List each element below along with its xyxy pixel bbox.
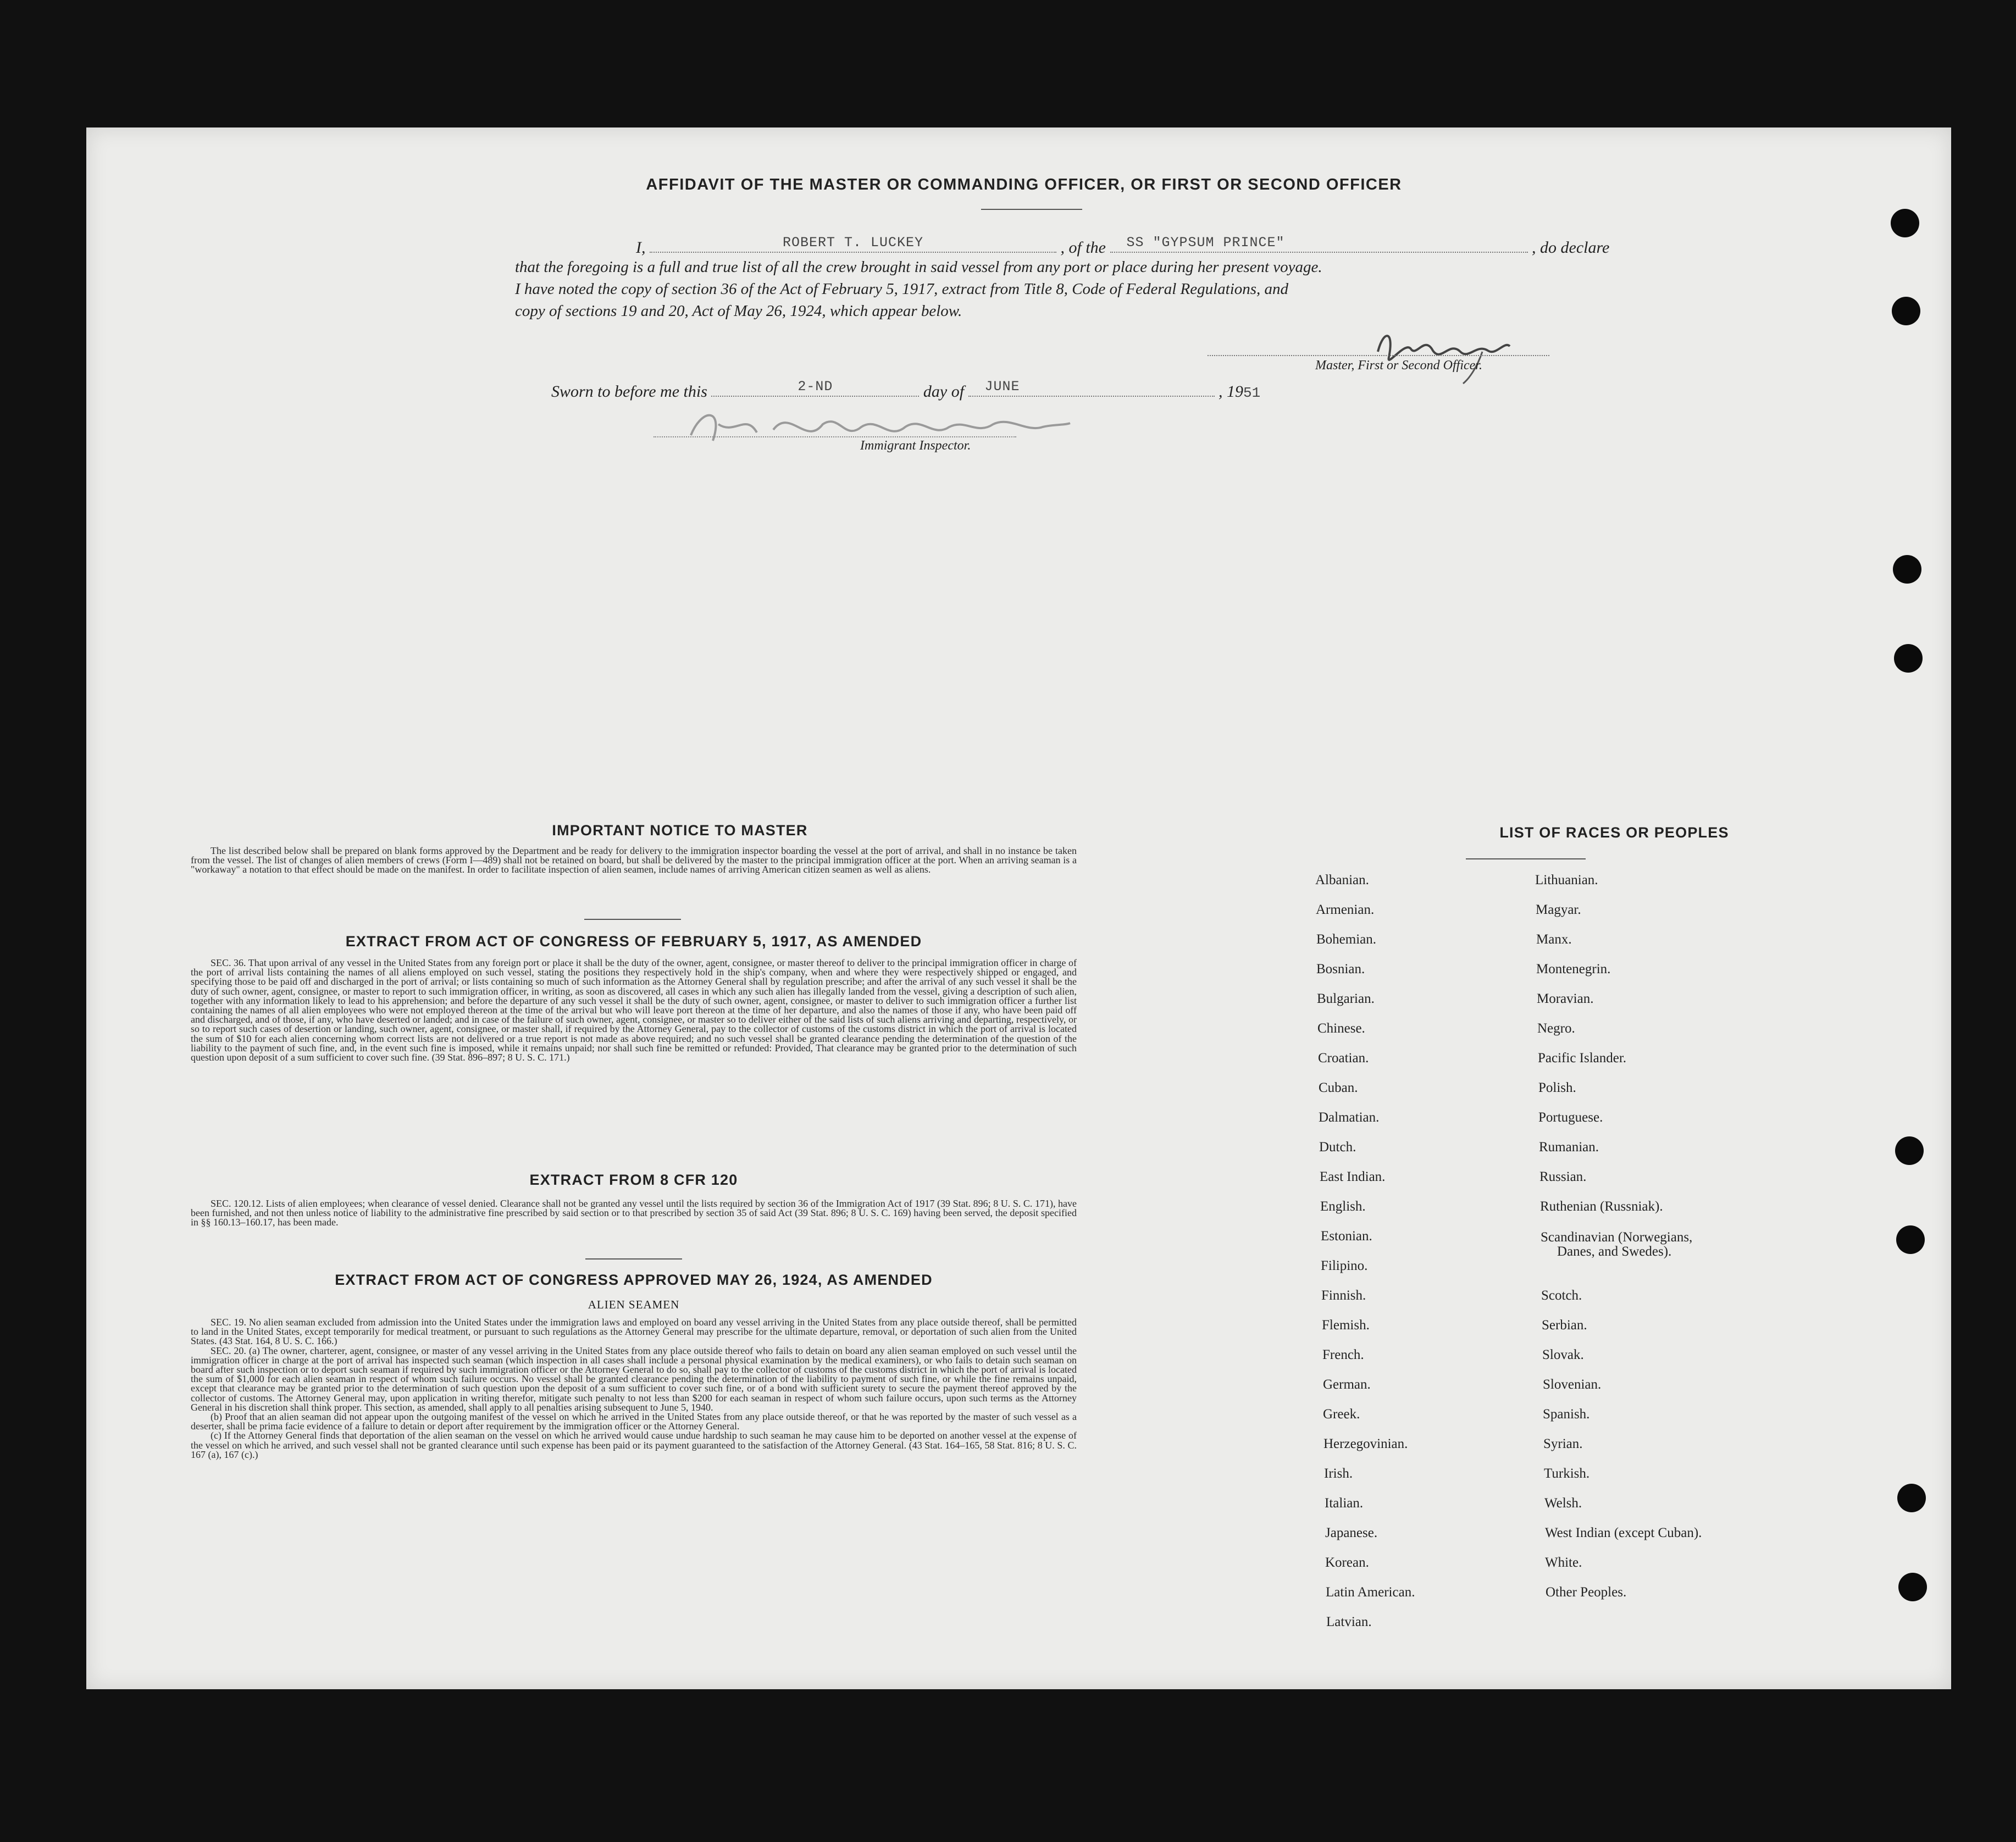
- race-item: Rumanian.: [1539, 1140, 1599, 1155]
- divider-2: [585, 1258, 682, 1260]
- of-the-text: , of the: [1060, 238, 1106, 257]
- race-item: Polish.: [1538, 1080, 1576, 1095]
- year-prefix: , 19: [1219, 382, 1244, 401]
- race-item: Italian.: [1325, 1496, 1364, 1511]
- declaration-line-2: that the foregoing is a full and true list of all the crew brought in said vessel from any port or place during her present voyage.: [515, 258, 1322, 276]
- race-item: Bohemian.: [1316, 932, 1377, 947]
- race-item: Irish.: [1324, 1466, 1353, 1481]
- notice-paragraph: The list described below shall be prepared on blank forms approved by the Department and be ready for delivery to the immigration inspector boarding the vessel at the port of arrival, and shall in no instance be taken from the vessel. The list of changes of alien members of crews (Form I—489) shall not be retained on board, but shall be delivered by the master to the principal immigration officer at the port. When an arriving seaman is a "workaway" a notation to that effect should be made on the manifest. In order to facilitate inspection of alien seamen, include names of arriving American citizen seamen as well as aliens.: [191, 845, 1077, 875]
- race-item: Scotch.: [1541, 1288, 1582, 1303]
- sworn-day: 2-ND: [797, 379, 833, 395]
- intro-text: I,: [636, 238, 646, 257]
- master-signature-line: [1208, 355, 1549, 356]
- race-item: Danes, and Swedes).: [1557, 1244, 1672, 1259]
- notice-title: IMPORTANT NOTICE TO MASTER: [552, 822, 808, 839]
- title-divider: [981, 209, 1082, 210]
- race-item: Armenian.: [1316, 902, 1375, 917]
- race-item: East Indian.: [1320, 1169, 1386, 1184]
- race-item: Portuguese.: [1538, 1110, 1603, 1125]
- race-item: Korean.: [1325, 1555, 1369, 1570]
- extract-1917-body: [191, 958, 1077, 1062]
- race-item: Chinese.: [1317, 1021, 1365, 1036]
- race-item: German.: [1323, 1377, 1371, 1392]
- binder-hole-icon: [1896, 1225, 1925, 1254]
- vessel-name-field: [1110, 235, 1528, 253]
- race-item: Turkish.: [1544, 1466, 1590, 1481]
- race-item: Serbian.: [1542, 1318, 1587, 1333]
- master-name: ROBERT T. LUCKEY: [782, 235, 924, 251]
- vessel-name: SS "GYPSUM PRINCE": [1126, 235, 1285, 251]
- inspector-signature-line: [653, 436, 1016, 437]
- binder-hole-icon: [1897, 1484, 1926, 1512]
- sec-120-12-paragraph: SEC. 120.12. Lists of alien employees; when clearance of vessel denied. Clearance shall not be granted any vessel until the lists required by section 36 of the Immigration Act of 1917 (39 Stat. 896; 8 U. S. C. 171), have been furnished, and not then unless notice of liability to the administrative fine prescribed by said section or to that prescribed by section 35 of said Act (39 Stat. 896; 8 U. S. C. 169) having been served, the deposit specified in §§ 160.13–160.17, has been made.: [191, 1198, 1077, 1228]
- race-item: Lithuanian.: [1535, 873, 1598, 887]
- declaration-line-4: copy of sections 19 and 20, Act of May 26, 1924, which appear below.: [515, 302, 962, 320]
- inspector-caption: Immigrant Inspector.: [860, 439, 971, 453]
- binder-hole-icon: [1893, 555, 1921, 584]
- binder-hole-icon: [1894, 644, 1923, 673]
- race-item: Scandinavian (Norwegians,: [1541, 1230, 1693, 1245]
- race-item: Bosnian.: [1316, 962, 1365, 977]
- document-sheet: [86, 127, 1951, 1689]
- sec-20b-paragraph: (b) Proof that an alien seaman did not appear upon the outgoing manifest of the vessel on which he arrived in the United States from any place outside thereof, or that he was reported by the master of such vessel as a deserter, shall be prima facie evidence of a failure to detain or deport after requirement by the immigration officer or the Attorney General.: [191, 1411, 1077, 1432]
- race-item: Albanian.: [1315, 873, 1369, 887]
- day-of-text: day of: [923, 382, 965, 401]
- race-item: French.: [1322, 1347, 1364, 1362]
- race-item: Dalmatian.: [1319, 1110, 1380, 1125]
- race-item: Bulgarian.: [1317, 991, 1375, 1006]
- race-item: Flemish.: [1322, 1318, 1370, 1333]
- race-item: Dutch.: [1319, 1140, 1356, 1155]
- race-item: Moravian.: [1537, 991, 1594, 1006]
- binder-hole-icon: [1891, 209, 1919, 237]
- race-item: Greek.: [1323, 1407, 1360, 1422]
- sec-19-paragraph: SEC. 19. No alien seaman excluded from admission into the United States under the immigration laws and employed on board any vessel arriving in the United States from any place outside thereof, shall be permitted to land in the United States, except temporarily for medical treatment, or pursuant to such regulations as the Attorney General may prescribe for the ultimate departure, removal, or deportation of such alien from the United States. (43 Stat. 164, 8 U. S. C. 166.): [191, 1317, 1077, 1347]
- binder-hole-icon: [1898, 1573, 1927, 1601]
- race-item: Welsh.: [1544, 1496, 1582, 1511]
- declaration-line-3: I have noted the copy of section 36 of the Act of February 5, 1917, extract from Title 8, Code of Federal Regulations, and: [515, 280, 1289, 298]
- sworn-prefix: Sworn to before me this: [551, 382, 707, 401]
- extract-1924-body: [191, 1318, 1077, 1460]
- sworn-month-field: [968, 379, 1215, 397]
- race-item: Pacific Islander.: [1538, 1051, 1627, 1066]
- sworn-month: JUNE: [984, 379, 1020, 395]
- race-item: Latvian.: [1326, 1614, 1372, 1629]
- races-title: LIST OF RACES OR PEOPLES: [1499, 824, 1729, 841]
- race-item: Other Peoples.: [1546, 1585, 1627, 1600]
- sworn-year: 51: [1243, 385, 1261, 401]
- race-item: White.: [1545, 1555, 1582, 1570]
- race-item: Slovak.: [1542, 1347, 1584, 1362]
- race-item: Filipino.: [1321, 1258, 1368, 1273]
- sec-36-paragraph: SEC. 36. That upon arrival of any vessel in the United States from any foreign port or place it shall be the duty of the owner, agent, consignee, or master thereof to deliver to the principal immigration officer in charge of the port of arrival lists containing the names of all aliens employed on such vessel, stating the positions they respectively hold in the ship's company, when and where they were respectively shipped or engaged, and specifying those to be paid off and discharged in the port of arrival; or lists containing so much of such information as the Attorney General shall by regulation prescribe; and after the arrival of any such vessel it shall be the duty of such owner, agent, consignee, or master to report to such immigration officer, in writing, as soon as discovered, all cases in which any such alien has illegally landed from the vessel, giving a description of such alien, together with any information likely to lead to his apprehension; and before the departure of any such vessel it shall be the duty of such owner, agent, consignee, or master to deliver to such immigration officer a further list containing the names of all alien employees who were not employed thereon at the time of the arrival but who will leave port thereon at the time of her departure, and also the names of those if any, who have been paid off and discharged, and of those, if any, who have deserted or landed; and in case of the failure of such owner, agent, consignee, or master so to deliver either of the said lists of such aliens arriving and departing, respectively, or so to report such cases of desertion or landing, such owner, agent, consignee, or master shall, if required by the Attorney General, pay to the collector of customs of the customs district in which the port of arrival is located the sum of $10 for each alien concerning whom correct lists are not delivered or a true report is not made as above required; and no such vessel shall be granted clearance pending the determination of the question of the liability to the payment of such fine, and, in the event such fine is imposed, while it remains unpaid; nor shall such fine be remitted or refunded: Provided, That clearance may be granted prior to the determination of such question upon deposit of a sum sufficient to cover such fine. (39 Stat. 896–897; 8 U. S. C. 171.): [191, 957, 1077, 1063]
- race-item: English.: [1320, 1199, 1366, 1214]
- race-item: Magyar.: [1536, 902, 1581, 917]
- race-item: Montenegrin.: [1536, 962, 1611, 977]
- sec-20c-paragraph: (c) If the Attorney General finds that deportation of the alien seaman on the vessel on which he arrived would cause undue hardship to such seaman he may cause him to be deported on another vessel at the expense of the vessel on which he arrived, and such vessel shall not be granted clearance until such expense has been paid or its payment guaranteed to the satisfaction of the Attorney General. (43 Stat. 164–165, 58 Stat. 816; 8 U. S. C. 167 (a), 167 (c).): [191, 1430, 1077, 1460]
- master-signature-icon: [1372, 319, 1515, 385]
- race-item: Japanese.: [1325, 1525, 1378, 1540]
- extract-1917-title: EXTRACT FROM ACT OF CONGRESS OF FEBRUARY 5, 1917, AS AMENDED: [345, 933, 922, 950]
- extract-1924-subtitle: ALIEN SEAMEN: [588, 1298, 680, 1311]
- sworn-line: [551, 379, 1260, 401]
- race-item: Syrian.: [1543, 1436, 1583, 1451]
- race-item: Finnish.: [1321, 1288, 1366, 1303]
- race-item: Russian.: [1539, 1169, 1587, 1184]
- master-caption: Master, First or Second Officer.: [1315, 358, 1482, 373]
- race-item: Ruthenian (Russniak).: [1540, 1199, 1663, 1214]
- declare-text: , do declare: [1532, 238, 1610, 257]
- race-item: Croatian.: [1318, 1051, 1369, 1066]
- extract-cfr-title: EXTRACT FROM 8 CFR 120: [529, 1172, 738, 1188]
- divider-1: [584, 919, 681, 920]
- race-item: Negro.: [1537, 1021, 1575, 1036]
- sec-20a-paragraph: SEC. 20. (a) The owner, charterer, agent, consignee, or master of any vessel arriving in the United States from any place outside thereof who fails to detain on board any alien seaman employed on such vessel until the immigration officer in charge at the port of arrival has inspected such seaman (which inspection in all cases shall include a personal physical examination by the medical examiners), or who fails to detain such seaman on board after such inspection or to deport such seaman if required by such immigration officer or the Attorney General to do so, shall pay to the collector of customs of the customs district in which the port of arrival is located the sum of $1,000 for each alien seaman in respect of whom such failure occurs. No vessel shall be granted clearance pending the determination of the liability to payment of such fine, or while the fine remains unpaid, except that clearance may be granted prior to the determination of such question upon the deposit of a sum sufficient to cover such fine, or of a bond with sufficient surety to secure the payment thereof approved by the collector of customs. The Attorney General may, upon application in writing therefor, mitigate such penalty to not less than $200 for each seaman in respect of whom such failure occurs, upon such terms as the Attorney General in his discretion shall think proper. This section, as amended, shall apply to all penalties arising subsequent to June 5, 1940.: [191, 1345, 1077, 1413]
- race-item: Spanish.: [1543, 1407, 1590, 1422]
- declaration-line-1: [636, 235, 1642, 257]
- race-item: Cuban.: [1319, 1080, 1358, 1095]
- race-item: Manx.: [1536, 932, 1572, 947]
- sworn-day-field: [711, 379, 919, 397]
- master-name-field: [650, 235, 1056, 253]
- binder-hole-icon: [1895, 1136, 1924, 1165]
- extract-1924-title: EXTRACT FROM ACT OF CONGRESS APPROVED MAY 26, 1924, AS AMENDED: [335, 1272, 933, 1288]
- races-divider: [1466, 858, 1586, 859]
- binder-hole-icon: [1892, 297, 1920, 325]
- race-item: Herzegovinian.: [1323, 1436, 1408, 1451]
- race-item: Slovenian.: [1543, 1377, 1602, 1392]
- race-item: Latin American.: [1326, 1585, 1415, 1600]
- extract-cfr-body: [191, 1199, 1077, 1228]
- affidavit-title: AFFIDAVIT OF THE MASTER OR COMMANDING OFFICER, OR FIRST OR SECOND OFFICER: [646, 176, 1402, 193]
- race-item: West Indian (except Cuban).: [1545, 1525, 1702, 1540]
- race-item: Estonian.: [1321, 1229, 1372, 1244]
- notice-body: [191, 846, 1077, 875]
